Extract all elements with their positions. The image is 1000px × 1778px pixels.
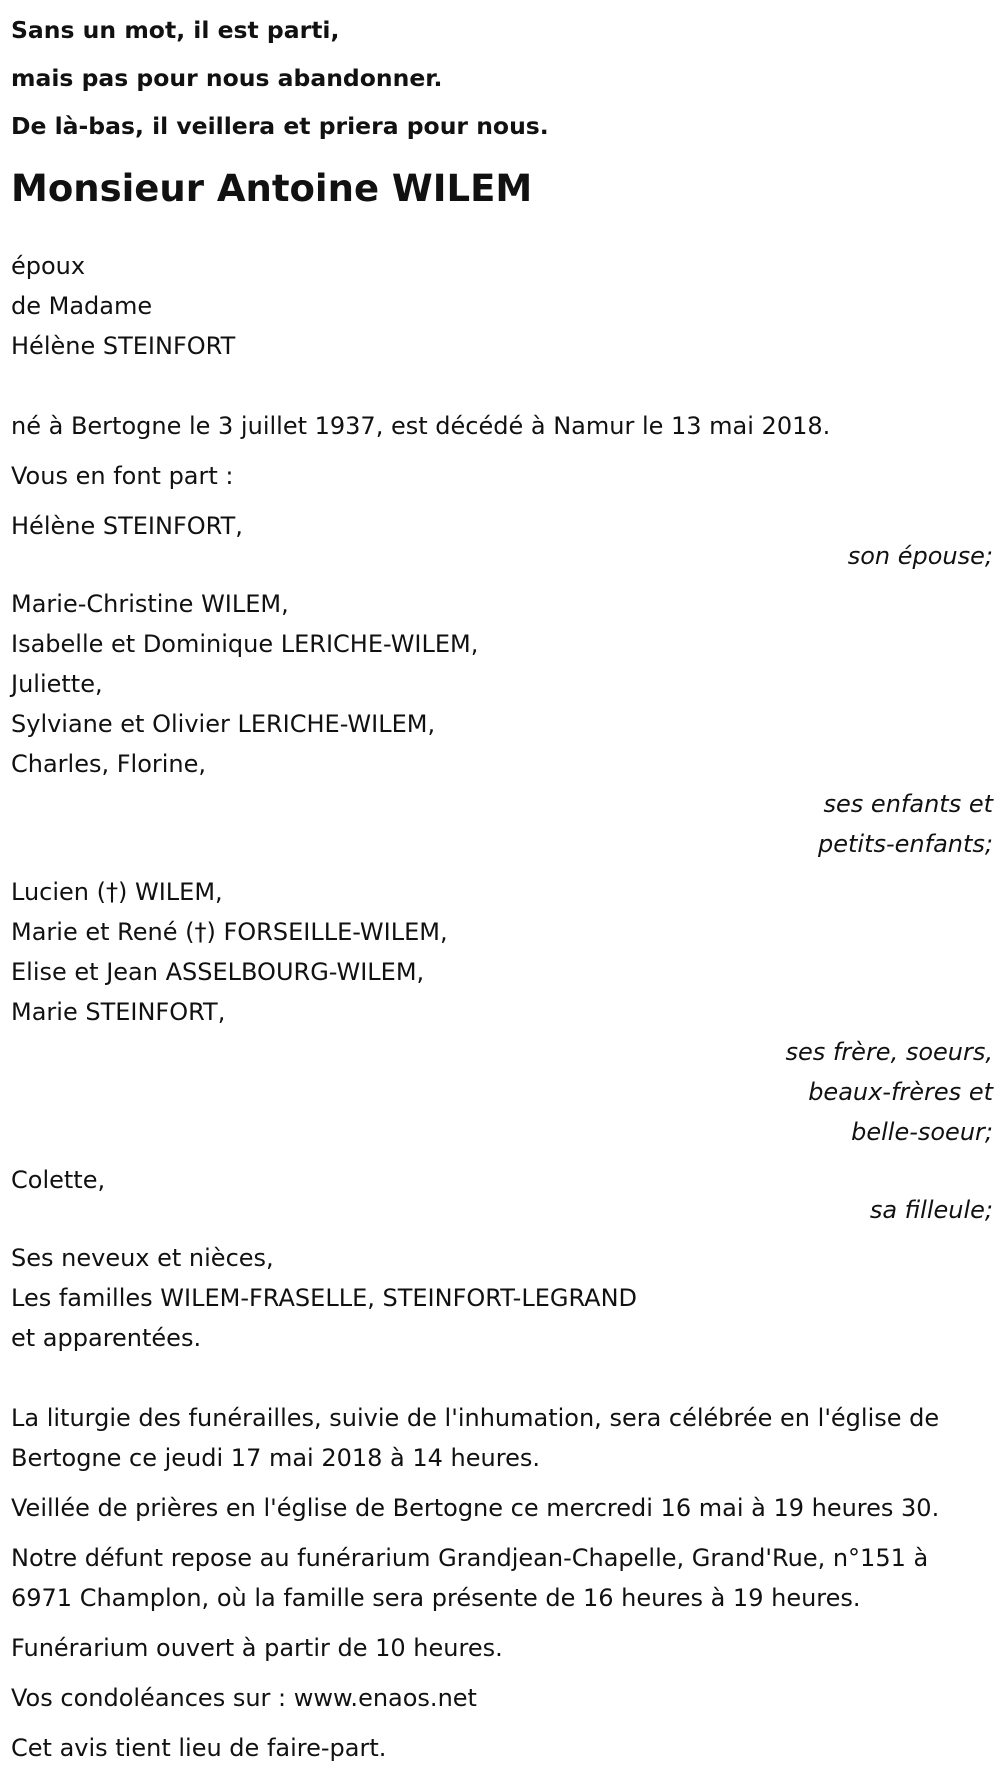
family-group-siblings [11,872,993,1152]
poem-line: mais pas pour nous abandonner. [11,64,443,92]
family-name: Marie et René (†) FORSEILLE-WILEM, [11,918,448,946]
life-dates: né à Bertogne le 3 juillet 1937, est décédé à Namur le 13 mai 2018. [11,412,831,440]
spouse-line: de Madame [11,292,153,320]
family-name: Charles, Florine, [11,750,207,778]
service-paragraph: La liturgie des funérailles, suivie de l'inhumation, sera célébrée en l'église de Bertogne ce jeudi 17 mai 2018 à 14 heures. [11,1404,940,1472]
family-name: Lucien (†) WILEM, [11,878,223,906]
family-name: Marie-Christine WILEM, [11,590,289,618]
family-group-children [11,584,993,864]
relation-label: son épouse; [847,542,993,570]
deceased-name: Monsieur Antoine WILEM [11,167,533,210]
family-name: Marie STEINFORT, [11,998,226,1026]
relation-label: sa filleule; [869,1196,993,1224]
poem-line: Sans un mot, il est parti, [11,16,340,44]
family-name: Les familles WILEM-FRASELLE, STEINFORT-LEGRAND [11,1284,638,1312]
family-group-spouse [11,506,993,576]
relation-label: ses frère, soeurs, [785,1038,993,1066]
family-name: Elise et Jean ASSELBOURG-WILEM, [11,958,425,986]
service-paragraph: Funérarium ouvert à partir de 10 heures. [11,1634,503,1662]
relation-label: belle-soeur; [851,1118,993,1146]
service-paragraph: Notre défunt repose au funérarium Grandjean-Chapelle, Grand'Rue, n°151 à 6971 Champlon, où la famille sera présente de 16 heures à 19 heures. [11,1544,929,1612]
service-paragraph: Veillée de prières en l'église de Bertogne ce mercredi 16 mai à 19 heures 30. [11,1494,940,1522]
service-details [11,1398,993,1768]
opening-poem [11,0,993,150]
family-name: Juliette, [11,670,103,698]
spouse-block [11,246,993,366]
family-group-others [11,1238,993,1358]
family-name: et apparentées. [11,1324,202,1352]
relation-label: ses enfants et [823,790,993,818]
spouse-line: époux [11,252,86,280]
family-name: Colette, [11,1166,106,1194]
family-name: Sylviane et Olivier LERICHE-WILEM, [11,710,436,738]
family-name: Ses neveux et nièces, [11,1244,274,1272]
family-name: Isabelle et Dominique LERICHE-WILEM, [11,630,479,658]
obituary-notice [11,0,993,1778]
service-paragraph: Cet avis tient lieu de faire-part. [11,1734,387,1762]
family-group-goddaughter [11,1160,993,1230]
condolences-line: Vos condoléances sur : www.enaos.net [11,1684,477,1712]
relation-label: beaux-frères et [808,1078,993,1106]
poem-line: De là-bas, il veillera et priera pour nous. [11,112,549,140]
family-name: Hélène STEINFORT, [11,512,243,540]
announcement: Vous en font part : [11,462,234,490]
spouse-line: Hélène STEINFORT [11,332,236,360]
relation-label: petits-enfants; [818,830,993,858]
